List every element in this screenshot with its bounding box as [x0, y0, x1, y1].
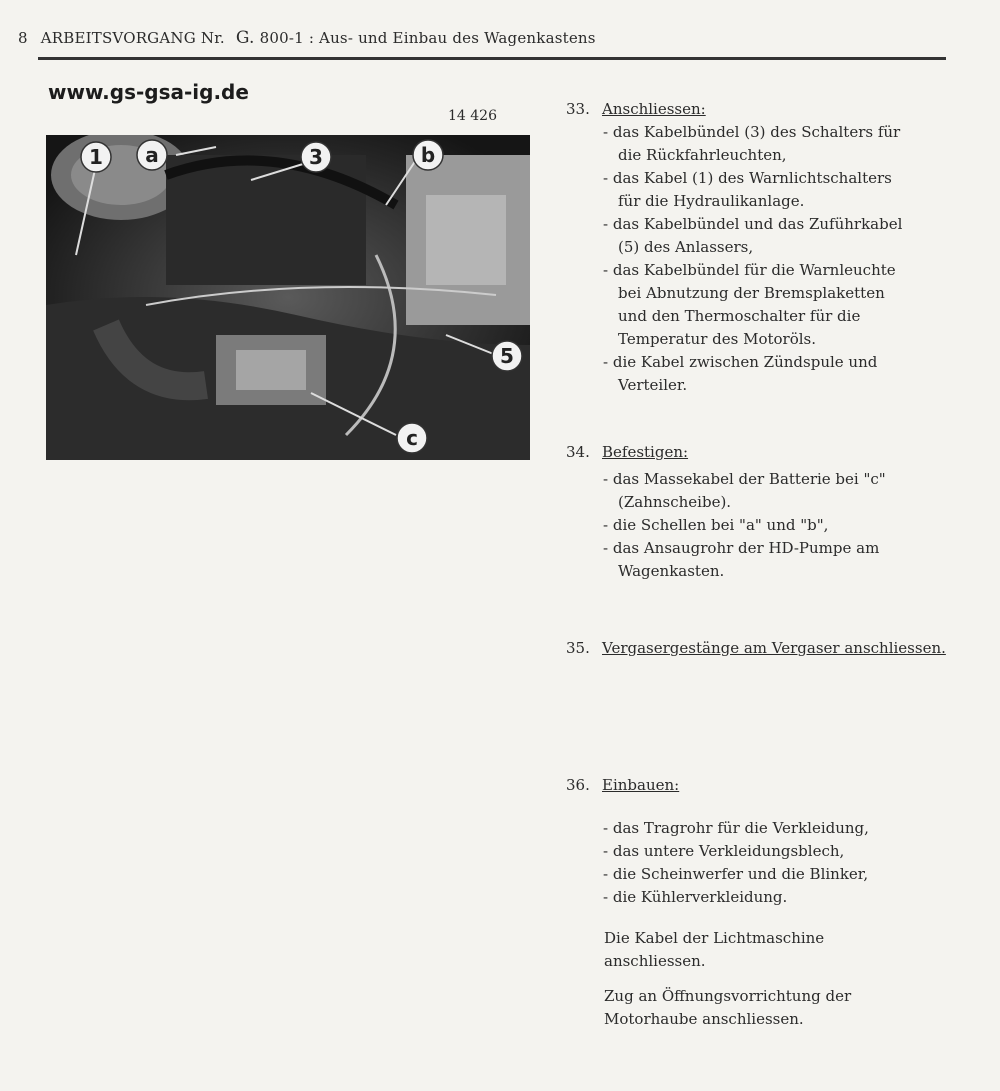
list-item: - das Kabel (1) des Warnlichtschalters für die Hydraulikanlage.: [566, 167, 916, 213]
callout-c: c: [406, 426, 418, 450]
photo-number: 14 426: [448, 108, 497, 124]
step-34-title: Befestigen:: [602, 443, 689, 461]
step-33: [566, 98, 916, 397]
step-36-paragraph-2: Zug an Öffnungsvorrichtung der Motorhaube anschliessen.: [604, 987, 852, 1028]
step-35-heading: [566, 637, 946, 660]
engine-photo-illustration: [46, 135, 530, 460]
step-34-list: [566, 468, 911, 583]
step-34-heading: [566, 441, 911, 464]
header-title-g: G.: [235, 28, 255, 48]
callout-b: b: [420, 143, 436, 167]
list-item: - das untere Verkleidungsblech,: [566, 840, 911, 863]
step-33-number: 33.: [566, 100, 590, 118]
step-36-heading: [566, 774, 911, 797]
step-36-number: 36.: [566, 776, 590, 794]
list-item: - die Scheinwerfer und die Blinker,: [566, 863, 911, 886]
list-item: - die Schellen bei "a" und "b",: [566, 514, 911, 537]
step-36-list: [566, 817, 911, 909]
list-item: - das Kabelbündel und das Zuführkabel (5) des Anlassers,: [566, 213, 916, 259]
page-header: [18, 28, 596, 48]
step-35: [566, 637, 946, 660]
website-link[interactable]: www.gs-gsa-ig.de: [48, 80, 249, 104]
step-36-title: Einbauen:: [602, 776, 680, 794]
step-33-heading: [566, 98, 916, 121]
step-33-list: [566, 121, 916, 397]
step-34: [566, 441, 911, 583]
list-item: - das Tragrohr für die Verkleidung,: [566, 817, 911, 840]
header-title-right: 800-1 : Aus- und Einbau des Wagenkastens: [259, 29, 596, 47]
engine-photo: [46, 135, 530, 460]
callout-1: 1: [89, 145, 103, 169]
list-item: - das Ansaugrohr der HD-Pumpe am Wagenkasten.: [566, 537, 911, 583]
step-36-paragraph-1: Die Kabel der Lichtmaschine anschliessen.: [604, 929, 825, 970]
step-35-title: Vergasergestänge am Vergaser anschliessen.: [602, 639, 946, 657]
list-item: - das Kabelbündel für die Warnleuchte bei Abnutzung der Bremsplaketten und den Thermoschalter für die Temperatur des Motoröls.: [566, 259, 916, 351]
step-35-number: 35.: [566, 639, 590, 657]
callout-5: 5: [500, 344, 514, 368]
header-divider: [38, 57, 946, 60]
list-item: - das Kabelbündel (3) des Schalters für die Rückfahrleuchten,: [566, 121, 916, 167]
page-number: 8: [18, 29, 28, 47]
step-36: [566, 774, 911, 1031]
step-33-title: Anschliessen:: [602, 100, 706, 118]
callout-3: 3: [309, 145, 323, 169]
step-34-number: 34.: [566, 443, 590, 461]
header-title-left: ARBEITSVORGANG Nr.: [40, 29, 225, 47]
list-item: - die Kühlerverkleidung.: [566, 886, 911, 909]
list-item: - das Massekabel der Batterie bei "c" (Zahnscheibe).: [566, 468, 911, 514]
callout-a: a: [145, 143, 159, 167]
list-item: - die Kabel zwischen Zündspule und Verteiler.: [566, 351, 916, 397]
